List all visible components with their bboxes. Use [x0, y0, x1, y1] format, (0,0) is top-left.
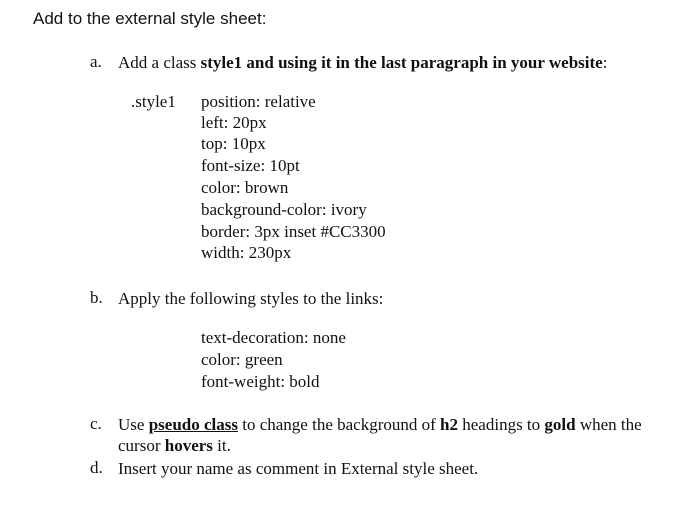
- style1-property: top: 10px: [201, 134, 266, 153]
- item-d-letter: d.: [90, 458, 103, 477]
- item-c-mid2: headings to: [458, 415, 545, 434]
- item-c-tail: when the: [575, 415, 642, 434]
- item-c-line2-post: it.: [212, 436, 231, 455]
- style1-property: width: 230px: [201, 243, 292, 262]
- item-c-text: [118, 414, 698, 456]
- style1-property: left: 20px: [201, 113, 267, 132]
- item-a-text: [118, 52, 607, 73]
- style1-property: font-size: 10pt: [201, 156, 300, 175]
- style1-property: color: brown: [201, 178, 289, 197]
- item-a-text-bold: style1 and using it in the last paragraph in your website: [200, 53, 603, 72]
- intro-text: Add to the external style sheet:: [33, 9, 267, 28]
- item-c-use: Use: [118, 415, 149, 434]
- item-a-letter: a.: [90, 52, 102, 71]
- item-b-letter: b.: [90, 288, 103, 307]
- gold-term: gold: [544, 415, 576, 434]
- style1-selector: .style1: [131, 92, 176, 111]
- item-c-line-2: [118, 435, 698, 456]
- style1-property: background-color: ivory: [201, 200, 367, 219]
- h2-term: h2: [440, 415, 458, 434]
- pseudo-class-term: pseudo class: [148, 415, 238, 434]
- link-style-property: color: green: [201, 350, 283, 369]
- item-a-text-post: :: [602, 53, 608, 72]
- style1-property: position: relative: [201, 92, 316, 111]
- item-a-text-pre: Add a class: [118, 53, 201, 72]
- hovers-term: hovers: [164, 436, 213, 455]
- link-style-property: text-decoration: none: [201, 328, 346, 347]
- style1-property: border: 3px inset #CC3300: [201, 222, 386, 241]
- item-c-mid: to change the background of: [237, 415, 441, 434]
- item-d-text: Insert your name as comment in External style sheet.: [118, 459, 479, 478]
- link-style-property: font-weight: bold: [201, 372, 320, 391]
- item-c-line-1: [118, 414, 698, 435]
- item-b-text: Apply the following styles to the links:: [118, 289, 384, 308]
- item-c-letter: c.: [90, 414, 102, 433]
- item-c-line2-pre: cursor: [118, 436, 165, 455]
